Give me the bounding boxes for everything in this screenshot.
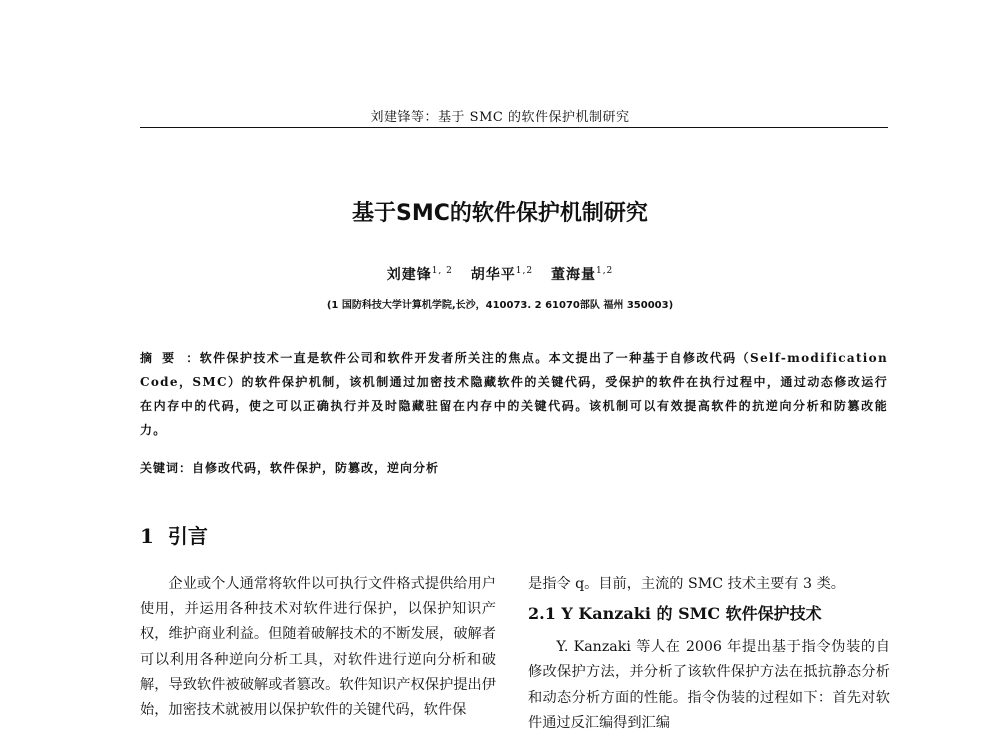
abstract-label: 摘要 (140, 351, 185, 365)
running-head: 刘建锋等：基于 SMC 的软件保护机制研究 (370, 110, 630, 125)
author-affil-mark: 1,2 (595, 266, 614, 276)
section-title: 引言 (167, 524, 208, 548)
body-paragraph: 企业或个人通常将软件以可执行文件格式提供给用户使用，并运用各种技术对软件进行保护，以保护知识产权，维护商业利益。但随着破解技术的不断发展，破解者可以利用各种逆向分析工具，对软件进行逆向分析和破解，导致软件被破解或者篡改。软件知识产权保护提出伊始，加密技术就被用以保护软件的关键代码，软件保 (140, 576, 496, 719)
author (387, 267, 453, 283)
abstract-text: 软件保护技术一直是软件公司和软件开发者所关注的焦点。本文提出了一种基于自修改代码（Self-modification Code，SMC）的软件保护机制，该机制通过加密技术隐藏软件的关键代码，受保护的软件在执行过程中，通过动态修改运行在内存中的代码，使之可以正确执行并及时隐藏驻留在内存中的关键代码。该机制可以有效提高软件的抗逆向分析和防篡改能力。 (140, 351, 888, 437)
keywords-label: 关键词： (140, 461, 193, 475)
author-affil-mark: 1, 2 (431, 266, 453, 276)
header-rule (140, 127, 888, 128)
body-paragraph: 是指令 q。目前，主流的 SMC 技术主要有 3 类。 (528, 576, 845, 592)
keywords-text: 自修改代码，软件保护，防篡改，逆向分析 (192, 461, 440, 475)
subsection-heading: 2.1 Y Kanzaki 的 SMC 软件保护技术 (528, 604, 822, 624)
author (551, 267, 613, 283)
paper-title: 基于SMC的软件保护机制研究 (352, 201, 648, 226)
affiliation: (1 国防科技大学计算机学院,长沙，410073. 2 61070部队 福州 350003) (326, 300, 674, 311)
keywords (140, 459, 888, 476)
author-affil-mark: 1,2 (515, 266, 534, 276)
author-list (0, 264, 1000, 284)
section-number: 1 (140, 524, 154, 548)
left-column (140, 572, 496, 723)
author-name: 刘建锋 (386, 267, 432, 283)
abstract: 摘要 ：软件保护技术一直是软件公司和软件开发者所关注的焦点。本文提出了一种基于自修改代码（Self-modification Code，SMC）的软件保护机制，该机制通过加密技术隐藏软件的关键代码，受保护的软件在执行过程中，通过动态修改运行在内存中的代码，使之可以正确执行并及时隐藏驻留在内存中的关键代码。该机制可以有效提高软件的抗逆向分析和防篡改能力。 (140, 351, 888, 437)
author-name: 董海量 (550, 267, 596, 283)
author-name: 胡华平 (470, 267, 516, 283)
body-paragraph: Y. Kanzaki 等人在 2006 年提出基于指令伪装的自修改保护方法，并分析了该软件保护方法在抵抗静态分析和动态分析方面的性能。指令伪装的过程如下：首先对软件通过反汇编得到汇编 (528, 639, 890, 731)
right-column (528, 572, 890, 736)
author (471, 267, 533, 283)
section-heading (140, 520, 208, 549)
